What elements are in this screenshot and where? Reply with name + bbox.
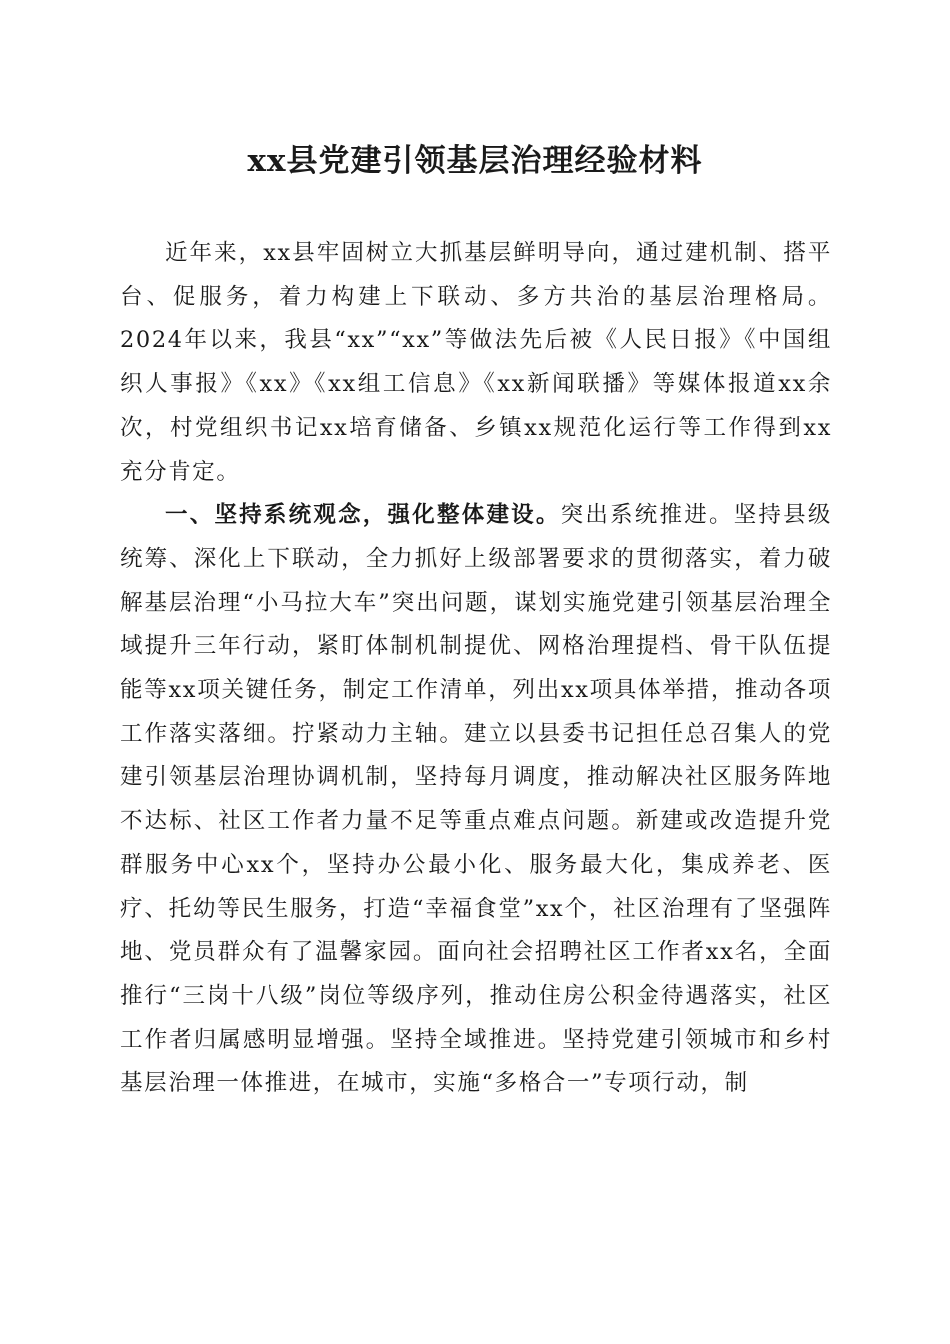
document-body [120, 232, 832, 1106]
section-heading: 一、坚持系统观念，强化整体建设。 [165, 502, 561, 529]
document-title: xx县党建引领基层治理经验材料 [247, 143, 703, 179]
paragraph-text: 近年来，xx县牢固树立大抓基层鲜明导向，通过建机制、搭平台、促服务，着力构建上下联动、多方共治的基层治理格局。2024年以来，我县“xx”“xx”等做法先后被《人民日报》《中国组织人事报》《xx》《xx组工信息》《xx新闻联播》等媒体报道xx余次，村党组织书记xx培育储备、乡镇xx规范化运行等工作得到xx充分肯定。 [120, 240, 832, 485]
section-one-paragraph [120, 494, 832, 1106]
paragraph-text: 突出系统推进。坚持县级统筹、深化上下联动，全力抓好上级部署要求的贯彻落实，着力破解基层治理“小马拉大车”突出问题，谋划实施党建引领基层治理全域提升三年行动，紧盯体制机制提优、网格治理提档、骨干队伍提能等xx项关键任务，制定工作清单，列出xx项具体举措，推动各项工作落实落细。拧紧动力主轴。建立以县委书记担任总召集人的党建引领基层治理协调机制，坚持每月调度，推动解决社区服务阵地不达标、社区工作者力量不足等重点难点问题。新建或改造提升党群服务中心xx个，坚持办公最小化、服务最大化，集成养老、医疗、托幼等民生服务，打造“幸福食堂”xx个，社区治理有了坚强阵地、党员群众有了温馨家园。面向社会招聘社区工作者xx名，全面推行“三岗十八级”岗位等级序列，推动住房公积金待遇落实，社区工作者归属感明显增强。坚持全域推进。坚持党建引领城市和乡村基层治理一体推进，在城市，实施“多格合一”专项行动，制 [120, 502, 832, 1097]
intro-paragraph [120, 232, 832, 494]
